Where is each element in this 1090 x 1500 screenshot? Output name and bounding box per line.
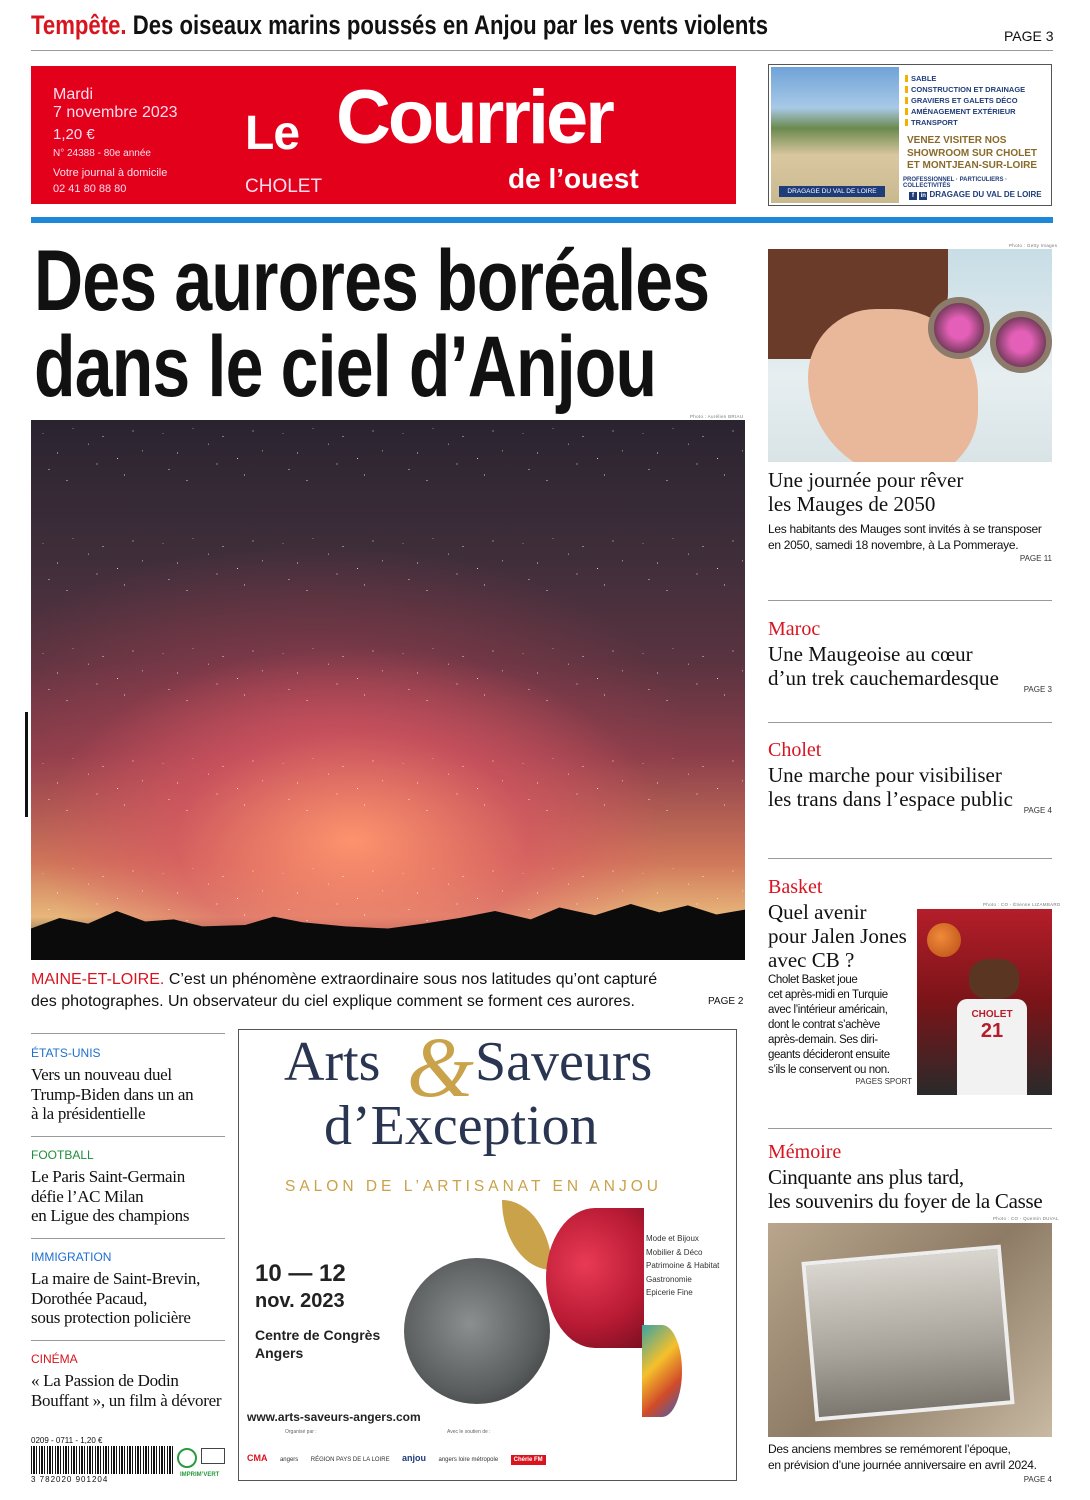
brief-etats-unis[interactable] — [31, 1046, 225, 1124]
ad-dragage[interactable] — [768, 64, 1052, 206]
arts-venue — [255, 1326, 380, 1362]
basket-title-line: avec CB ? — [768, 948, 855, 972]
arts-word-saveurs: Saveurs — [475, 1031, 653, 1093]
masthead-phone: 02 41 80 88 80 — [53, 183, 127, 195]
right-divider — [768, 858, 1052, 859]
ad-dragage-visit-line: VENEZ VISITER NOS — [907, 135, 1007, 146]
lead-caption-text: C’est un phénomène extraordinaire sous nos latitudes qu’ont capturé — [168, 971, 658, 988]
memoire-text-line: en prévision d’une journée anniversaire en avril 2024. — [768, 1458, 1037, 1472]
lead-page: PAGE 2 — [708, 996, 744, 1007]
top-divider — [31, 50, 1053, 51]
memoire-title-line: Cinquante ans plus tard, — [768, 1165, 964, 1189]
brief-title — [31, 1269, 225, 1328]
memoire-title[interactable] — [768, 1165, 1058, 1213]
brief-football[interactable] — [31, 1148, 225, 1226]
brief-title — [31, 1167, 225, 1226]
brief-divider — [31, 1340, 225, 1341]
brief-title-line: Vers un nouveau duel — [31, 1065, 172, 1084]
brief-kicker: FOOTBALL — [31, 1148, 94, 1162]
cholet-title[interactable] — [768, 763, 1052, 811]
ad-dragage-visit — [907, 135, 1037, 173]
ad-dragage-visit-line: ET MONTJEAN-SUR-LOIRE — [907, 160, 1037, 171]
arts-theme: Gastronomie — [646, 1274, 692, 1284]
right-divider — [768, 600, 1052, 601]
mauges-credit: Photo : Getty Images — [1009, 243, 1058, 248]
imprim-vert: IMPRIM’VERT — [180, 1472, 220, 1478]
masthead-delivery: Votre journal à domicile — [53, 167, 168, 179]
masthead-day: Mardi — [53, 86, 94, 103]
arts-photo-craft — [404, 1258, 550, 1404]
memoire-page: PAGE 4 — [1023, 1475, 1052, 1484]
mauges-title-line: les Mauges de 2050 — [768, 492, 936, 516]
goggles-photo-lens — [990, 311, 1052, 373]
brief-title — [31, 1065, 225, 1124]
cholet-page: PAGE 4 — [1023, 806, 1052, 815]
cholet-title-line: Une marche pour visibiliser — [768, 763, 1002, 787]
lead-caption-kicker: MAINE-ET-LOIRE. — [31, 971, 165, 988]
brief-title — [31, 1371, 231, 1410]
memoire-text-line: Des anciens membres se remémorent l’époque, — [768, 1442, 1011, 1456]
top-strip-headline[interactable] — [31, 10, 768, 41]
ad-dragage-item: TRANSPORT — [905, 117, 1025, 128]
lead-headline-line: dans le ciel d’Anjou — [34, 319, 657, 415]
ad-dragage-social-label: DRAGAGE DU VAL DE LOIRE — [929, 190, 1042, 199]
cholet-kicker: Cholet — [768, 739, 822, 761]
goggles-photo-lens — [928, 297, 990, 359]
basket-text — [768, 973, 916, 1078]
ad-dragage-social — [909, 190, 1042, 200]
brief-title-line: « La Passion de Dodin — [31, 1371, 179, 1390]
top-strip-page: PAGE 3 — [1004, 28, 1054, 44]
masthead[interactable] — [31, 66, 736, 204]
arts-photo-raspberry — [546, 1208, 644, 1348]
goggles-photo[interactable] — [768, 249, 1052, 462]
memoire-photo-print — [801, 1245, 1014, 1422]
mauges-title-line: Une journée pour rêver — [768, 468, 964, 492]
basketball-player-head — [969, 959, 1019, 999]
logo-courrier: Courrier — [336, 75, 612, 160]
brief-immigration[interactable] — [31, 1250, 225, 1328]
aurora-photo[interactable] — [31, 420, 745, 960]
basketball-player-jersey — [957, 999, 1027, 1095]
brief-kicker: CINÉMA — [31, 1352, 78, 1366]
masthead-issue: N° 24388 - 80e année — [53, 148, 151, 159]
lead-caption[interactable] — [31, 969, 745, 1013]
linkedin-icon: in — [920, 193, 926, 199]
basketball-photo[interactable] — [917, 909, 1052, 1095]
arts-month: nov. 2023 — [255, 1290, 345, 1312]
brief-title-line: Bouffant », un film à dévorer — [31, 1390, 222, 1410]
cholet-title-line: les trans dans l’espace public — [768, 787, 1013, 811]
arts-theme: Mode et Bijoux — [646, 1234, 699, 1243]
memoire-credit: Photo : CO - Quentin DUVAL — [993, 1216, 1059, 1221]
maroc-page: PAGE 3 — [1023, 685, 1052, 694]
barcode — [31, 1446, 173, 1474]
mauges-text-line: en 2050, samedi 18 novembre, à La Pommeraye. — [768, 538, 1019, 552]
ad-dragage-visit-line: SHOWROOM SUR CHOLET — [907, 147, 1037, 159]
maroc-title[interactable] — [768, 642, 1052, 690]
arts-leaf-shape — [502, 1200, 552, 1270]
brief-cinema[interactable] — [31, 1352, 231, 1410]
sponsor-logo: RÉGION PAYS DE LA LOIRE — [310, 1457, 390, 1463]
arts-theme: Epicerie Fine — [646, 1288, 693, 1297]
brief-title-line: La maire de Saint-Brevin, — [31, 1269, 201, 1288]
brief-title-line: en Ligue des champions — [31, 1206, 190, 1225]
basket-title-line: Quel avenir — [768, 900, 867, 924]
basket-text-line: geants décideront ensuite — [768, 1049, 890, 1061]
ad-dragage-item: AMÉNAGEMENT EXTÉRIEUR — [905, 106, 1025, 117]
lead-headline-line: Des aurores boréales — [34, 233, 710, 329]
brief-title-line: Le Paris Saint-Germain — [31, 1167, 185, 1186]
aurora-stars — [31, 420, 745, 960]
memoire-kicker: Mémoire — [768, 1141, 842, 1163]
basket-kicker: Basket — [768, 876, 823, 898]
ad-dragage-item: GRAVIERS ET GALETS DÉCO — [905, 95, 1025, 106]
mauges-text — [768, 521, 1058, 553]
basketball-ball — [927, 923, 961, 957]
right-divider — [768, 722, 1052, 723]
masthead-edition: CHOLET — [245, 176, 323, 197]
brief-kicker: IMMIGRATION — [31, 1250, 112, 1264]
right-divider — [768, 1128, 1052, 1129]
top-strip-title: Des oiseaux marins poussés en Anjou par les vents violents — [132, 10, 769, 40]
sponsor-logo: Chérie FM — [511, 1455, 546, 1465]
ad-dragage-photo — [771, 67, 899, 203]
basket-text-line: avec l’intérieur américain, — [768, 1004, 888, 1016]
arts-sponsor-logos — [247, 1448, 727, 1466]
brief-divider — [31, 1033, 225, 1034]
masthead-price: 1,20 € — [53, 126, 95, 143]
brief-title-line: Dorothée Pacaud, — [31, 1288, 148, 1308]
arts-venue-line: Angers — [255, 1345, 304, 1361]
mauges-title[interactable] — [768, 468, 1052, 516]
brief-kicker: ÉTATS-UNIS — [31, 1046, 101, 1060]
basket-text-line: s’ils le conservent ou non. — [768, 1064, 890, 1076]
print-mark-icon — [201, 1448, 225, 1464]
arts-photo-stained-glass — [642, 1325, 682, 1417]
arts-word-arts: Arts — [284, 1031, 381, 1093]
maroc-title-line: Une Maugeoise au cœur — [768, 642, 973, 666]
mauges-page: PAGE 11 — [1019, 554, 1052, 563]
maroc-kicker: Maroc — [768, 618, 821, 640]
jersey-text: CHOLET — [971, 1009, 1013, 1020]
arts-dates: 10 — 12 — [255, 1260, 346, 1287]
ad-arts-saveurs[interactable] — [238, 1029, 737, 1481]
arts-ampersand: & — [407, 1029, 474, 1115]
arts-organised-by: Organisé par : — [285, 1429, 317, 1435]
ad-dragage-item: SABLE — [905, 73, 1025, 84]
brief-title-line: défie l’AC Milan — [31, 1186, 144, 1206]
masthead-date: 7 novembre 2023 — [53, 104, 178, 121]
sponsor-logo: angers loire métropole — [438, 1457, 499, 1463]
ad-dragage-photo-sign: DRAGAGE DU VAL DE LOIRE — [779, 186, 885, 197]
lead-caption-text: des photographes. Un observateur du ciel explique comment se forment ces aurores. — [31, 993, 635, 1010]
sponsor-logo: anjou — [402, 1453, 427, 1463]
recycle-icon — [177, 1448, 197, 1468]
footer-code: 0209 - 0711 - 1,20 € — [31, 1436, 103, 1445]
memoire-text — [768, 1441, 1058, 1473]
basket-text-line: cet après-midi en Turquie — [768, 989, 888, 1001]
brief-divider — [31, 1136, 225, 1137]
arts-theme: Mobilier & Déco — [646, 1247, 703, 1257]
memoire-photo[interactable] — [768, 1223, 1052, 1437]
arts-theme: Patrimoine & Habitat — [646, 1261, 720, 1270]
header-blue-bar — [31, 217, 1053, 223]
memoire-title-line: les souvenirs du foyer de la Casse — [768, 1189, 1043, 1213]
basket-text-line: dont le contrat s’achève — [768, 1019, 880, 1031]
barcode-number: 3 782020 901204 — [31, 1475, 109, 1484]
maroc-title-line: d’un trek cauchemardesque — [768, 666, 999, 690]
basket-text-line: après-demain. Ses diri- — [768, 1034, 878, 1046]
brief-title-line: sous protection policière — [31, 1308, 191, 1327]
edge-mark — [25, 712, 28, 817]
arts-word-exception: d’Exception — [324, 1095, 598, 1157]
basket-credit: Photo : CO - Étienne LIZAMBARD — [983, 902, 1061, 907]
logo-le: Le — [245, 107, 300, 160]
top-strip-kicker: Tempête. — [31, 10, 127, 40]
basket-title-line: pour Jalen Jones — [768, 924, 907, 948]
jersey-number: 21 — [980, 1020, 1004, 1042]
sponsor-logo: CMA — [247, 1453, 268, 1463]
basket-title[interactable] — [768, 900, 918, 972]
basket-page: PAGES SPORT — [855, 1077, 912, 1086]
arts-website[interactable]: www.arts-saveurs-angers.com — [247, 1410, 421, 1424]
brief-title-line: Trump-Biden dans un an — [31, 1084, 194, 1104]
arts-subtitle: SALON DE L’ARTISANAT EN ANJOU — [285, 1178, 662, 1195]
basket-text-line: Cholet Basket joue — [768, 974, 858, 986]
brief-divider — [31, 1238, 225, 1239]
arts-venue-line: Centre de Congrès — [255, 1327, 381, 1343]
ad-dragage-item: CONSTRUCTION ET DRAINAGE — [905, 84, 1025, 95]
logo-ouest: de l’ouest — [508, 163, 639, 194]
arts-themes — [646, 1232, 719, 1300]
ad-dragage-list — [905, 73, 1025, 128]
ad-dragage-audience: PROFESSIONNEL · PARTICULIERS · COLLECTIVITÉS — [903, 177, 1008, 189]
lead-photo-credit: Photo : Aurélien BRIAU — [690, 414, 744, 419]
mauges-text-line: Les habitants des Mauges sont invités à se transposer — [768, 522, 1042, 536]
facebook-icon: f — [909, 192, 917, 200]
arts-support: Avec le soutien de : — [447, 1429, 491, 1435]
sponsor-logo: angers — [279, 1457, 299, 1463]
brief-title-line: à la présidentielle — [31, 1104, 146, 1123]
lead-headline[interactable] — [34, 233, 710, 415]
